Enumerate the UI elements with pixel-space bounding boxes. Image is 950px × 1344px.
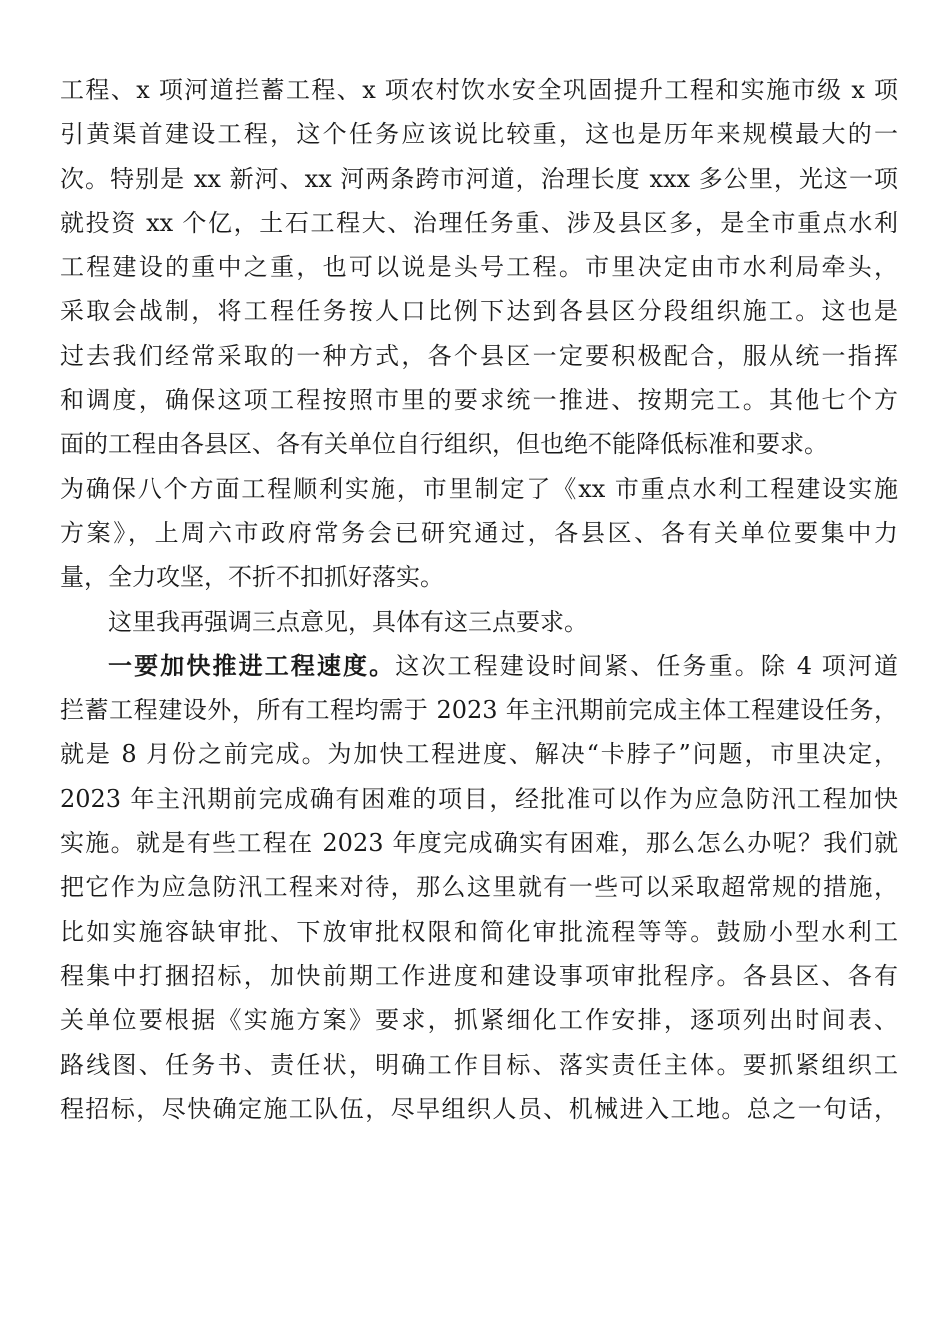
text-line: 方案》，上周六市政府常务会已研究通过，各县区、各有关单位要集中力 xyxy=(60,518,898,547)
text-line: 程集中打捆招标，加快前期工作进度和建设事项审批程序。各县区、各有 xyxy=(60,961,898,990)
text-line: 实施。就是有些工程在 2023 年度完成确实有困难，那么怎么办呢？我们就 xyxy=(60,829,898,858)
text-line: 就是 8 月份之前完成。为加快工程进度、解决“卡脖子”问题，市里决定， xyxy=(60,740,898,769)
text-line: 就投资 xx 个亿，土石工程大、治理任务重、涉及县区多，是全市重点水利 xyxy=(60,208,898,237)
text-line: 采取会战制，将工程任务按人口比例下达到各县区分段组织施工。这也是 xyxy=(60,297,898,326)
text-run: 这次工程建设时间紧、任务重。除 4 项河道 xyxy=(395,651,899,680)
text-line: 这里我再强调三点意见，具体有这三点要求。 xyxy=(108,607,588,636)
text-line: 量，全力攻坚，不折不扣抓好落实。 xyxy=(60,563,444,592)
text-line: 和调度，确保这项工程按照市里的要求统一推进、按期完工。其他七个方 xyxy=(60,386,898,415)
section-heading: 一要加快推进工程速度。 xyxy=(108,651,396,680)
text-line: 比如实施容缺审批、下放审批权限和简化审批流程等等。鼓励小型水利工 xyxy=(60,917,898,946)
text-line: 程招标，尽快确定施工队伍，尽早组织人员、机械进入工地。总之一句话， xyxy=(60,1094,898,1123)
text-line: 工程建设的重中之重，也可以说是头号工程。市里决定由市水利局牵头， xyxy=(60,253,898,282)
paragraph-2 xyxy=(60,600,898,644)
text-line: 为确保八个方面工程顺利实施，市里制定了《xx 市重点水利工程建设实施 xyxy=(60,474,898,503)
text-line: 关单位要根据《实施方案》要求，抓紧细化工作安排，逐项列出时间表、 xyxy=(60,1006,898,1035)
text-line xyxy=(60,644,898,688)
text-line: 2023 年主汛期前完成确有困难的项目，经批准可以作为应急防汛工程加快 xyxy=(60,784,898,813)
text-line: 面的工程由各县区、各有关单位自行组织，但也绝不能降低标准和要求。 xyxy=(60,430,828,459)
document-page xyxy=(60,68,898,1131)
text-line: 把它作为应急防汛工程来对待，那么这里就有一些可以采取超常规的措施， xyxy=(60,873,898,902)
text-line: 引黄渠首建设工程，这个任务应该说比较重，这也是历年来规模最大的一 xyxy=(60,120,898,149)
text-line: 拦蓄工程建设外，所有工程均需于 2023 年主汛期前完成主体工程建设任务， xyxy=(60,696,898,725)
text-line: 次。特别是 xx 新河、xx 河两条跨市河道，治理长度 xxx 多公里，光这一项 xyxy=(60,164,898,193)
paragraph-3 xyxy=(60,644,898,1131)
text-line: 过去我们经常采取的一种方式，各个县区一定要积极配合，服从统一指挥 xyxy=(60,341,898,370)
paragraph-1 xyxy=(60,68,898,600)
text-line: 工程、x 项河道拦蓄工程、x 项农村饮水安全巩固提升工程和实施市级 x 项 xyxy=(60,76,898,104)
text-line: 路线图、任务书、责任状，明确工作目标、落实责任主体。要抓紧组织工 xyxy=(60,1050,898,1079)
